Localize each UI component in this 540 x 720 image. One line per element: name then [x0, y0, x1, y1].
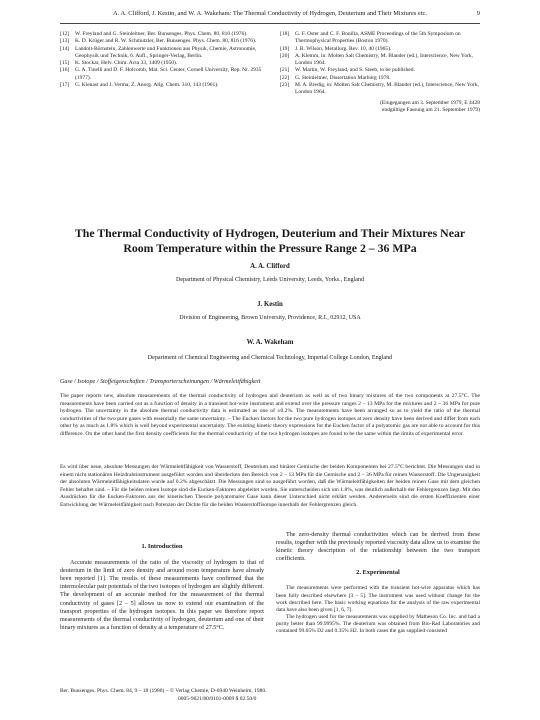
reference-number: [15]	[60, 60, 70, 67]
reference-number: [17]	[60, 82, 70, 89]
intro-paragraph: Accurate measurements of the ratio of the viscosity of hydrogen to that of deuterium in the limit of zero density and around room temperature have already been reported [1]. The results of these measurements have confirmed that the intermolecular pair potentials of the two isotopes of hydrogen are slightly different. The development of an accurate method for the measurement of the thermal conductivity of gases [2 – 5] allows us now to extend our examination of the transport properties of the hydrogen isotopes. In this paper we therefore report measurements of the thermal conductivity of hydrogen, deuterium and one of their binary mixtures as a function of density at a temperature of 27.5°C.	[60, 560, 264, 631]
reference-item	[280, 46, 480, 53]
reference-text: G. A. Tinelli and D. F. Holcomb, Mat. Sci. Center, Cornell University, Rep. Nr. 2935 (1977).	[75, 67, 262, 81]
reference-text: M. A. Bredig, in: Molten Salt Chemistry, M. Blander (ed.), Interscience, New York, London 1964.	[295, 82, 479, 96]
received-note	[280, 97, 480, 115]
received-line-1: (Eingegangen am 3. September 1979, E 4428	[380, 99, 480, 106]
reference-text: G. Kienast and J. Verma, Z. Anorg. Allg. Chem. 310, 143 (1961).	[75, 82, 219, 89]
reference-item	[280, 82, 480, 97]
reference-number: [19]	[280, 45, 290, 52]
reference-item	[280, 31, 480, 46]
reference-text: G. Steinleitner, Dissertation Marburg 1978.	[295, 74, 391, 81]
reference-text: W. Freyland and G. Steinleitner, Ber. Bunsenges. Phys. Chem. 80, 810 (1976).	[75, 31, 248, 37]
left-column	[60, 537, 264, 632]
received-line-2: endgültige Fassung am 21. September 1979)	[381, 106, 480, 113]
author-name: J. Kestin	[257, 301, 283, 308]
running-head	[60, 10, 480, 17]
reference-text: G. F. Oster and C. F. Bonilla, ASME Proceedings of the 5th Symposium on Thermophysical Properties (Boston 1970).	[295, 31, 461, 45]
reference-number: [18]	[280, 31, 290, 37]
running-title: A. A. Clifford, J. Kestin, and W. A. Wakeham: The Thermal Conductivity of Hydrogen, Deuterium and Their Mixtures etc.	[113, 10, 427, 17]
continuation-paragraph: The zero-density thermal conductivities which can be derived from these results, together with the previously reported viscosity data allow us to examine the kinetic theory description of the relationship between the two transport coefficients.	[276, 532, 480, 563]
reference-text: J. R. Wilson, Metallurg. Rev. 10, 40 (1965).	[295, 45, 392, 52]
section-heading-experimental: 2. Experimental	[356, 569, 400, 577]
reference-number: [20]	[280, 52, 290, 59]
reference-text: Landolt-Börnstein, Zahlenwerte und Funktionen aus Physik, Chemie, Astronomie, Geophysik und Technik, 6. Aufl., Springer-Verlag, Berlin.	[75, 45, 257, 59]
reference-text: W. Martin, W. Freyland, and S. Steeb, to be published.	[295, 67, 415, 74]
reference-number: [13]	[60, 38, 70, 45]
references-right	[280, 31, 480, 114]
reference-item	[60, 67, 266, 82]
page-footer	[60, 687, 480, 703]
reference-number: [21]	[280, 67, 290, 74]
references-left	[60, 31, 266, 89]
abstract-english: The paper reports new, absolute measurements of the thermal conductivity of hydrogen and deuterium as well as of two binary mixtures of the two components at 27.5°C. The measurements have been carried out as a function of density in a transient hot-wire instrument and extend over the pressure ranges 2 – 13 MPa for the mixtures and 2 – 36 MPa for pure hydrogen. The uncertainty in the absolute thermal conductivity data is estimated as one of ±0.2%. The measurements have been arranged so as to yield the ratio of the thermal conductivities of the two pure gases with essentially the same uncertainty. – The Eucken factors for the two pure hydrogen isotopes at zero density have been derived and differ from each other by as much as 1.8% which is well beyond experimental uncertainty. The existing kinetic theory expressions for the Eucken factor of a polyatomic gas are not able to account for this difference. On the other hand the first density coefficients for the thermal conductivity of the two hydrogen isotopes are found to be the same within the limits of experimental error.	[60, 393, 480, 437]
author-name: W. A. Wakeham	[246, 339, 294, 346]
reference-item	[60, 60, 266, 67]
abstract-german: Es wird über neue, absolute Messungen der Wärmeleitfähigkeit von Wasserstoff, Deuterium und binärer Gemische der beiden Komponenten bei 27.5°C berichtet. Die Messungen sind in einem nicht stationären Heizdrahtinstrument ausgeführt worden und überdecken den Bereich von 2 – 13 MPa für die Gemische und 2 – 36 MPa für reinen Wasserstoff. Die Ungenauigkeit der absoluten Wärmeleitfähigkeitsdaten wurde auf 0.2% abgeschätzt. Die Messungen sind so ausgeführt worden, daß die Wärmeleitfähigkeiten der beiden reinen Gase mit dem gleichen Fehler behaftet sind. – Für die beiden reinen Isotope sind die Eucken-Faktoren abgeleitet worden. Sie unterscheiden sich um 1.8%, was deutlich außerhalb der Fehlergrenzen liegt. Mit den Ausdrücken für die Eucken-Faktoren aus der kinetischen Theorie polyatomarer Gase kann dieser Unterschied nicht erklärt werden. Andererseits sind die ersten Koeffizienten einer Entwicklung der Wärmeleitfähigkeit nach Potenzen der Dichte für die beiden Wasserstoffisotope innerhalb der Fehlergrenzen gleich.	[60, 464, 480, 508]
reference-item	[280, 67, 480, 74]
header-rule	[60, 23, 480, 24]
paper-title: The Thermal Conductivity of Hydrogen, Deuterium and Their Mixtures Near Room Temperature within the Pressure Range 2 – 36 MPa	[74, 226, 466, 255]
reference-item	[280, 75, 480, 82]
reference-text: K. Stockar, Helv. Chim. Acta 33, 1409 (1950).	[75, 60, 178, 67]
issn-line: 0005-9021/80/0101-0009 $ 02.50/0	[178, 696, 257, 702]
reference-number: [23]	[280, 82, 290, 89]
reference-number: [16]	[60, 67, 70, 74]
reference-item	[280, 53, 480, 68]
reference-number: [14]	[60, 45, 70, 52]
experimental-paragraph-1: The measurements were performed with the transient hot-wire apparatus which has been fully described elsewhere [3 – 5]. The instrument was used without change for the work described here. The basic working equations for the analysis of the raw experimental data have also been given [1, 6, 7].	[276, 585, 480, 613]
reference-item	[60, 38, 266, 45]
citation-line: Ber. Bunsenges. Phys. Chem. 84, 9 – 18 (1980) – © Verlag Chemie, D-6940 Weinheim, 1980.	[60, 688, 267, 694]
right-column	[276, 531, 480, 635]
reference-number: [12]	[60, 31, 70, 37]
author-affiliation: Division of Engineering, Brown University, Providence, R.I., 02912, USA	[179, 315, 361, 321]
author-name: A. A. Clifford	[250, 263, 290, 270]
keywords: Gase / Isotope / Stoffeigenschaften / Transporterscheinungen / Wärmeleitfähigkeit	[60, 379, 261, 385]
section-heading-introduction: 1. Introduction	[141, 543, 183, 550]
page-number: 9	[476, 10, 480, 17]
reference-text: K. D. Krüger and R. W. Schmutzler, Ber. Bunsenges. Phys. Chem. 80, 816 (1976).	[75, 38, 257, 45]
reference-number: [22]	[280, 74, 290, 81]
reference-item	[60, 46, 266, 61]
reference-text: A. Klemm, in: Molten Salt Chemistry, M. Blander (ed.), Interscience, New York, London 1964.	[295, 52, 474, 67]
author-affiliation: Department of Chemical Engineering and Chemical Technology, Imperial College London, England	[147, 355, 393, 361]
experimental-paragraph-2: The hydrogen used for the measurements was supplied by Matheson Co. Inc. and had a purity better than 99.9995%. The deuterium was obtained from Bio-Rad Laboratories and contained 99.65% D2 and 0.35% H2. In both cases the gas supplied consisted	[276, 613, 480, 635]
author-affiliation: Department of Physical Chemistry, Leeds University, Leeds, Yorks., England	[175, 277, 365, 283]
reference-item	[60, 82, 266, 89]
